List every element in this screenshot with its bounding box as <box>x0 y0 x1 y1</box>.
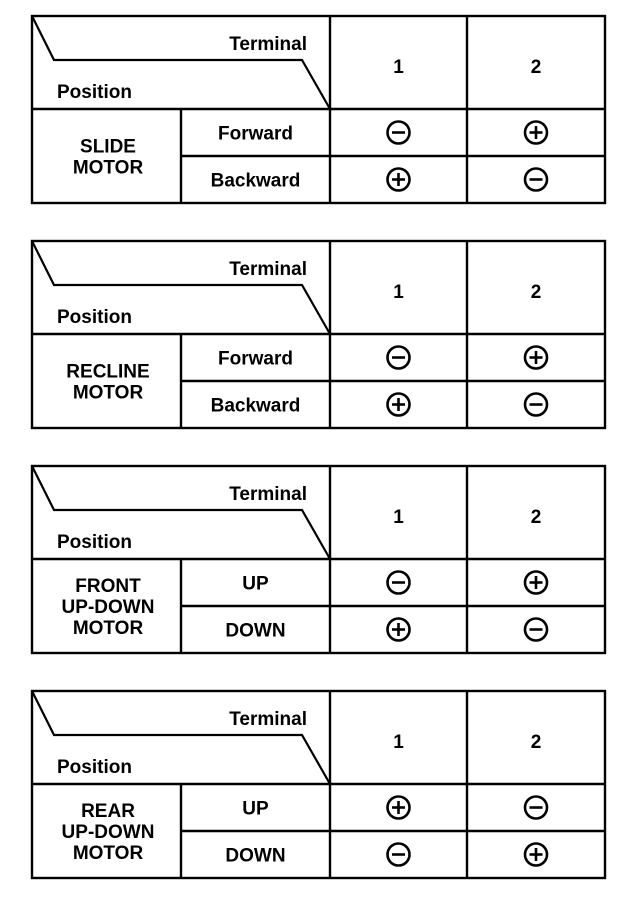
terminal-1-header: 1 <box>393 732 404 753</box>
position-label: Backward <box>210 395 301 417</box>
minus-terminal-icon <box>388 572 410 594</box>
terminal-2-header: 2 <box>530 732 542 753</box>
plus-terminal-icon <box>525 572 547 594</box>
terminal-header-label: Terminal <box>229 259 307 280</box>
minus-terminal-icon <box>388 122 410 144</box>
position-header-label: Position <box>57 532 132 553</box>
minus-terminal-icon <box>525 797 547 819</box>
plus-terminal-icon <box>388 394 410 416</box>
minus-terminal-icon <box>388 844 410 866</box>
motor-name-line: MOTOR <box>72 843 144 864</box>
motor-name-line: FRONT <box>75 576 141 597</box>
motor-table <box>32 691 605 878</box>
terminal-1-header: 1 <box>393 507 404 528</box>
position-label: UP <box>242 573 269 595</box>
motor-name-line: MOTOR <box>72 382 144 404</box>
position-label: Forward <box>218 123 293 145</box>
motor-name-line: MOTOR <box>72 157 144 179</box>
terminal-1-header: 1 <box>393 57 404 78</box>
position-header-label: Position <box>57 82 132 103</box>
minus-terminal-icon <box>525 394 547 416</box>
plus-terminal-icon <box>388 797 410 819</box>
plus-terminal-icon <box>388 619 410 641</box>
terminal-header-label: Terminal <box>229 709 307 730</box>
terminal-2-header: 2 <box>530 57 542 78</box>
minus-terminal-icon <box>388 347 410 369</box>
minus-terminal-icon <box>525 619 547 641</box>
motor-name-line: UP-DOWN <box>61 597 155 618</box>
motor-table <box>32 241 605 428</box>
motor-table <box>32 16 605 203</box>
plus-terminal-icon <box>388 169 410 191</box>
plus-terminal-icon <box>525 122 547 144</box>
terminal-2-header: 2 <box>530 507 542 528</box>
terminal-2-header: 2 <box>530 282 542 303</box>
plus-terminal-icon <box>525 347 547 369</box>
motor-name-line: SLIDE <box>80 136 136 158</box>
terminal-header-label: Terminal <box>229 34 307 55</box>
minus-terminal-icon <box>525 169 547 191</box>
position-header-label: Position <box>57 757 132 778</box>
motor-name-line: UP-DOWN <box>61 822 155 843</box>
terminal-header-label: Terminal <box>229 484 307 505</box>
motor-name-line: REAR <box>81 801 135 822</box>
position-label: DOWN <box>225 845 286 867</box>
position-header-label: Position <box>57 307 132 328</box>
motor-table <box>32 466 605 653</box>
position-label: DOWN <box>225 620 286 642</box>
motor-name-line: MOTOR <box>72 618 144 639</box>
position-label: UP <box>242 798 269 820</box>
position-label: Backward <box>210 170 301 192</box>
plus-terminal-icon <box>525 844 547 866</box>
position-label: Forward <box>218 348 293 370</box>
motor-name-line: RECLINE <box>66 361 150 383</box>
terminal-1-header: 1 <box>393 282 404 303</box>
